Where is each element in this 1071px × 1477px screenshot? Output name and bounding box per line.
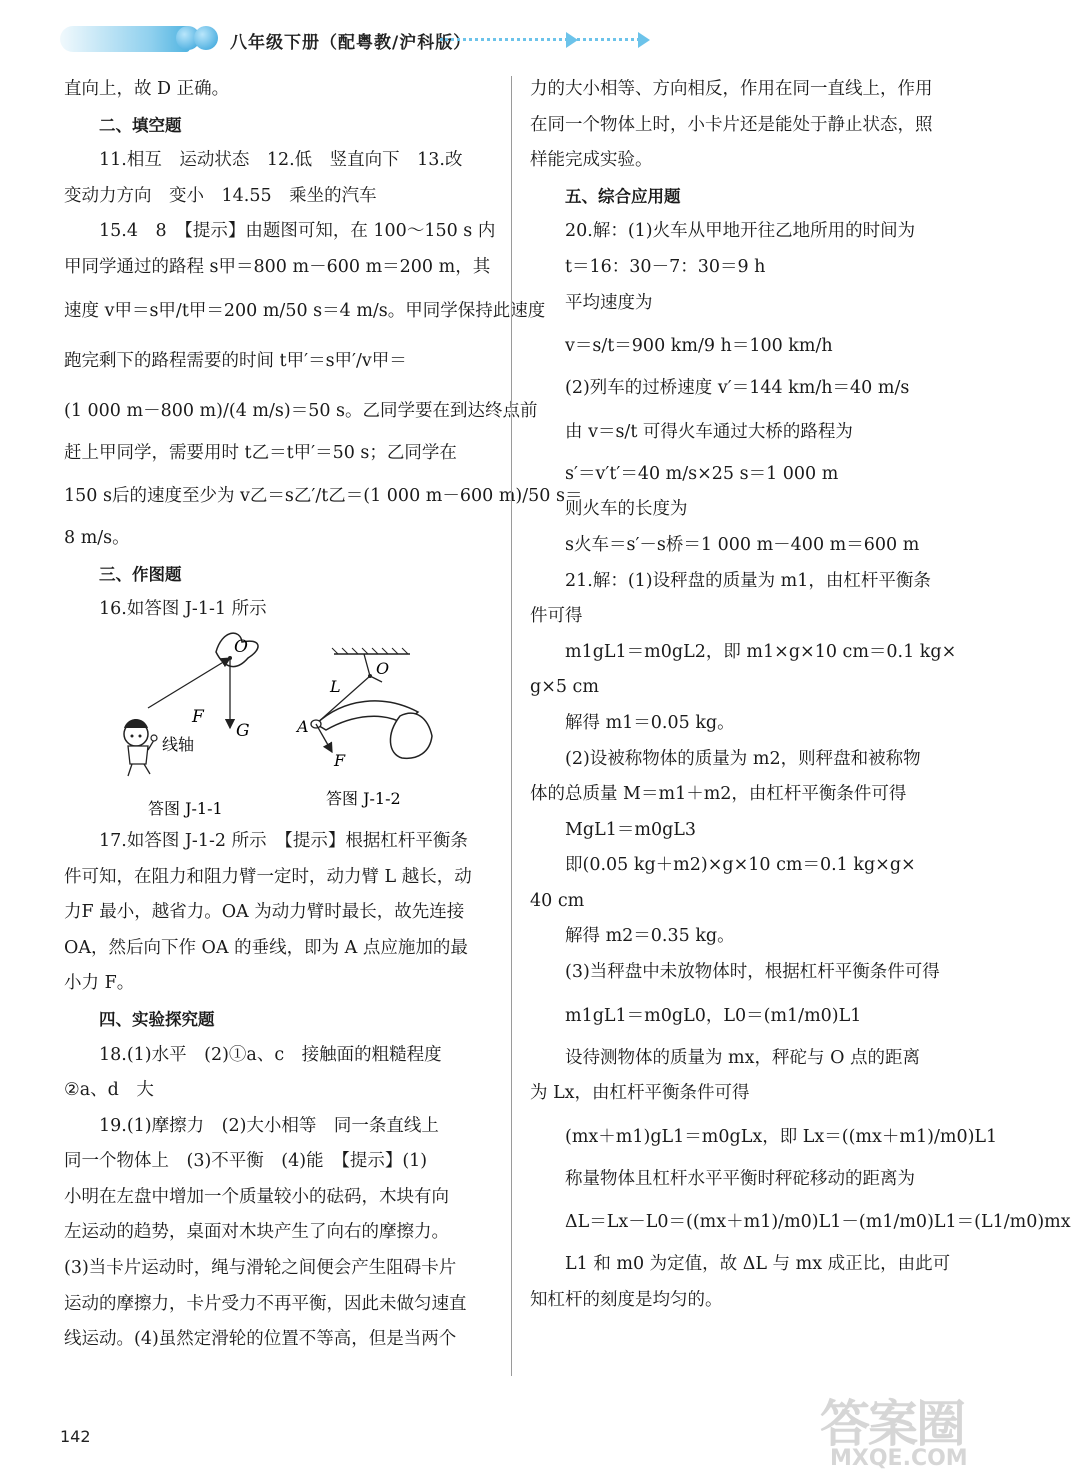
watermark-url: MXQE.COM	[830, 1446, 968, 1471]
text-line: ②a、d 大	[64, 1080, 154, 1101]
text-line: (2)列车的过桥速度 v′＝144 km/h＝40 m/s	[565, 378, 910, 399]
section-heading: 二、填空题	[99, 115, 182, 135]
text-line: 样能完成实验。	[530, 150, 653, 171]
answer-figures	[64, 628, 492, 824]
text-line: 19.(1)摩擦力 (2)大小相等 同一条直线上	[99, 1115, 439, 1136]
text-line: 线运动。(4)虽然定滑轮的位置不等高，但是当两个	[64, 1329, 457, 1350]
fig2-label-o: O	[376, 658, 390, 678]
text-line: s′＝v′t′＝40 m/s×25 s＝1 000 m	[565, 463, 839, 484]
figures-row	[64, 628, 492, 824]
text-line: (3)当卡片运动时，绳与滑轮之间便会产生阻碍卡片	[64, 1258, 457, 1279]
text-line: (2)设被称物体的质量为 m2，则秤盘和被称物	[565, 748, 921, 769]
right-column	[530, 72, 1071, 1319]
text-line: 变动力方向 变小 14.55 乘坐的汽车	[64, 185, 377, 206]
text-line: 8 m/s。	[64, 528, 130, 549]
figure-kite-lever	[124, 633, 258, 818]
section-heading: 四、实验探究题	[99, 1009, 215, 1029]
text-line: 解得 m2＝0.35 kg。	[565, 926, 735, 947]
header-dot-icon	[194, 26, 218, 50]
section-heading: 三、作图题	[99, 564, 182, 584]
text-line: 在同一个物体上时，小卡片还是能处于静止状态，照	[530, 114, 933, 135]
fig1-label-g: G	[236, 720, 250, 741]
figure-hanger-lever	[295, 648, 432, 808]
page-header	[0, 0, 1000, 70]
arrow-right-icon	[566, 32, 578, 48]
page-number: 142	[60, 1427, 91, 1446]
fig1-label-f: F	[192, 706, 204, 727]
text-line: 跑完剩下的路程需要的时间 t甲′＝s甲′/v甲＝	[64, 350, 407, 371]
text-line: m1gL1＝m0gL2，即 m1×g×10 cm＝0.1 kg×	[565, 641, 957, 662]
text-line: 16.如答图 J-1-1 所示	[99, 599, 267, 620]
text-line: 件可知，在阻力和阻力臂一定时，动力臂 L 越长，动	[64, 866, 472, 887]
watermark-logo	[820, 1384, 980, 1474]
text-line: ΔL＝Lx－L0＝((mx＋m1)/m0)L1－(m1/m0)L1＝(L1/m0)mx	[565, 1212, 1071, 1233]
text-line: 18.(1)水平 (2)①a、c 接触面的粗糙程度	[99, 1044, 442, 1065]
text-line: OA，然后向下作 OA 的垂线，即为 A 点应施加的最	[64, 937, 468, 958]
text-line: 解得 m1＝0.05 kg。	[565, 712, 735, 733]
text-line: 力F 最小，越省力。OA 为动力臂时最长，故先连接	[64, 902, 465, 923]
fig2-label-a: A	[297, 716, 309, 736]
text-line: s火车＝s′－s桥＝1 000 m－400 m＝600 m	[565, 534, 920, 555]
section-heading: 五、综合应用题	[565, 186, 681, 206]
header-dotted-line	[440, 38, 640, 41]
text-line: 11.相互 运动状态 12.低 竖直向下 13.改	[99, 150, 463, 171]
text-line: m1gL1＝m0gL0，L0＝(m1/m0)L1	[565, 1005, 862, 1026]
text-line: 20.解：(1)火车从甲地开往乙地所用的时间为	[565, 221, 916, 242]
text-line: 件可得	[530, 606, 583, 627]
fig1-label-spool: 线轴	[162, 734, 195, 754]
fig2-label-f: F	[334, 750, 346, 770]
text-line: (mx＋m1)gL1＝m0gLx，即 Lx＝((mx＋m1)/m0)L1	[565, 1126, 998, 1147]
text-line: MgL1＝m0gL3	[565, 819, 697, 840]
text-line: 体的总质量 M＝m1＋m2，由杠杆平衡条件可得	[530, 784, 907, 805]
text-line: 速度 v甲＝s甲/t甲＝200 m/50 s＝4 m/s。甲同学保持此速度	[64, 300, 546, 321]
text-line: (3)当秤盘中未放物体时，根据杠杆平衡条件可得	[565, 962, 940, 983]
text-line: L1 和 m0 为定值，故 ΔL 与 mx 成正比，由此可	[565, 1254, 951, 1275]
arrow-right-icon	[638, 32, 650, 48]
book-title: 八年级下册（配粤教/沪科版）	[230, 33, 472, 53]
fig1-caption: 答图 J-1-1	[148, 798, 223, 818]
text-line: 运动的摩擦力，卡片受力不再平衡，因此未做匀速直	[64, 1293, 467, 1314]
fig2-caption: 答图 J-1-2	[326, 788, 401, 808]
text-line: 150 s后的速度至少为 v乙＝s乙′/t乙＝(1 000 m－600 m)/50 s＝	[64, 486, 583, 507]
text-line: 设待测物体的质量为 mx，秤砣与 O 点的距离	[565, 1047, 920, 1068]
text-line: 由 v＝s/t 可得火车通过大桥的路程为	[565, 421, 853, 442]
text-line: g×5 cm	[530, 677, 599, 698]
text-line: 赶上甲同学，需要用时 t乙＝t甲′＝50 s；乙同学在	[64, 442, 457, 463]
watermark-text: 答案圈	[820, 1395, 964, 1453]
text-line: 小明在左盘中增加一个质量较小的砝码，木块有向	[64, 1186, 449, 1207]
text-line: 小力 F。	[64, 973, 135, 994]
text-line: 直向上，故 D 正确。	[64, 79, 230, 99]
text-line: 40 cm	[530, 890, 585, 911]
fig1-label-o: O	[234, 636, 248, 657]
header-decoration-band	[60, 26, 190, 52]
text-line: (1 000 m－800 m)/(4 m/s)＝50 s。乙同学要在到达终点前	[64, 400, 538, 421]
column-divider	[511, 76, 512, 1376]
text-line: 平均速度为	[565, 292, 653, 313]
text-line: 21.解：(1)设秤盘的质量为 m1，由杠杆平衡条	[565, 570, 931, 591]
text-line: 力的大小相等、方向相反，作用在同一直线上，作用	[530, 79, 933, 99]
text-line: 则火车的长度为	[565, 499, 688, 520]
text-line: 同一个物体上 (3)不平衡 (4)能 【提示】(1)	[64, 1151, 428, 1172]
text-line: 称量物体且杠杆水平平衡时秤砣移动的距离为	[565, 1168, 915, 1189]
text-line: 即(0.05 kg＋m2)×g×10 cm＝0.1 kg×g×	[565, 855, 916, 876]
text-line: 知杠杆的刻度是均匀的。	[530, 1290, 723, 1311]
text-line: 左运动的趋势，桌面对木块产生了向右的摩擦力。	[64, 1222, 449, 1243]
text-line: t＝16：30－7：30＝9 h	[565, 256, 766, 277]
text-line: v＝s/t＝900 km/9 h＝100 km/h	[565, 336, 833, 357]
child-icon	[124, 719, 157, 776]
text-line: 甲同学通过的路程 s甲＝800 m－600 m＝200 m，其	[64, 256, 491, 277]
fig2-label-l: L	[330, 676, 341, 696]
text-line: 17.如答图 J-1-2 所示 【提示】根据杠杆平衡条	[99, 830, 468, 851]
text-line: 15.4 8 【提示】由题图可知，在 100～150 s 内	[99, 221, 496, 242]
text-line: 为 Lx，由杠杆平衡条件可得	[530, 1083, 750, 1104]
